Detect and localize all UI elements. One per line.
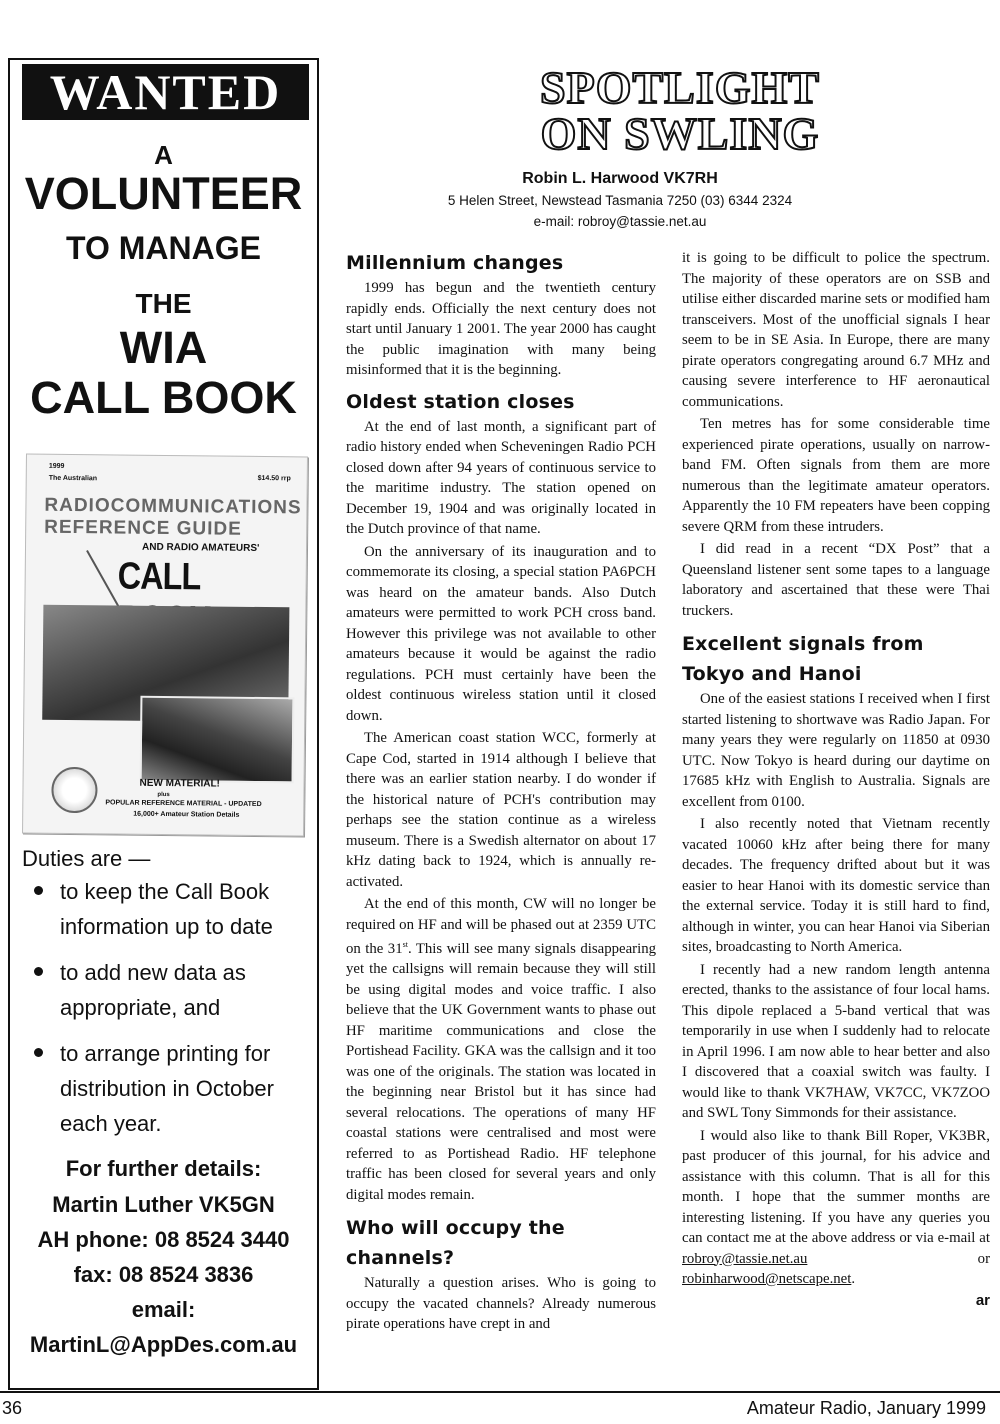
cover-station-details: 16,000+ Amateur Station Details <box>133 810 240 819</box>
duty-text: to arrange printing for distribution in October each year. <box>60 1041 274 1136</box>
volunteer-advertisement <box>8 58 319 1390</box>
email-link-robroy[interactable]: robroy@tassie.net.au <box>682 1250 808 1267</box>
ad-call-book: CALL BOOK <box>30 372 297 423</box>
duty-text: to add new data as appropriate, and <box>60 960 246 1020</box>
footer-divider <box>0 1391 1000 1393</box>
author-email[interactable]: e-mail: robroy@tassie.net.au <box>533 214 707 229</box>
paragraph: I would also like to thank Bill Roper, VK3BR, past producer of this journal, for his advice and assistance with this column. That is all for this month. I hope that the summer months are interesting listening. If you have any queries you can contact me at the above address or via e-mail at robroy@tassie.net.au or robinharwood@netscape.net. <box>682 1127 990 1287</box>
cover-call-book: CALL <box>117 555 201 599</box>
author-address: 5 Helen Street, Newstead Tasmania 7250 (03) 6344 2324 <box>447 193 793 208</box>
ad-a: A <box>154 140 173 170</box>
bullet-icon <box>34 1048 43 1057</box>
heading-excellent-signals: Excellent signals from Tokyo and Hanoi <box>682 633 924 685</box>
fax-number: fax: 08 8524 3836 <box>73 1262 254 1287</box>
duty-text: to keep the Call Book information up to date <box>60 879 273 939</box>
contact-name: Martin Luther VK5GN <box>52 1192 275 1217</box>
bullet-icon <box>34 886 43 895</box>
paragraph: I recently had a new random length antenna erected, thanks to the assistance of four local hams. This dipole replaced a 5-band vertical that was temporarily in use when I suddenly had to relocate in April 1996. I am now able to hear better and also I discovered that a coaxial switch was faulty. I would like to thank VK7HAW, VK7CC, VK7ZOO and SWL Tony Simmonds for their assistance. <box>682 961 990 1121</box>
column-title-line2: ON SWLING <box>540 108 820 159</box>
cover-radiocommunications: RADIOCOMMUNICATIONS <box>44 494 302 519</box>
author-name: Robin L. Harwood VK7RH <box>522 170 718 187</box>
cover-reference-guide: REFERENCE GUIDE <box>44 516 242 540</box>
ad-wia: WIA <box>119 322 208 373</box>
end-mark: ar <box>975 1291 990 1309</box>
cover-year: 1999 <box>48 462 65 470</box>
radio-equipment-photo <box>140 696 295 784</box>
ad-volunteer: VOLUNTEER <box>24 168 303 219</box>
cover-popular-reference: POPULAR REFERENCE MATERIAL - UPDATED <box>105 799 262 809</box>
email-link-robinharwood[interactable]: robinharwood@netscape.net <box>682 1271 852 1287</box>
cover-plus: plus <box>157 791 170 799</box>
paragraph: I also recently noted that Vietnam recently vacated 10060 kHz after being there for many decades. The frequency drifted about but it was easier to hear Hanoi with its domestic service than the external service. Today it is still hard to find, although in winter, you can hear Hanoi via Siberian sites, broadcasting to North America. <box>682 816 990 955</box>
paragraph: One of the easiest stations I received when I first started listening to shortwave was Radio Japan. For many years they were regularly on 11850 at 0930 UTC. Now Tokyo is heard during our daytime on 17685 kHz with English to Australia. Signals are excellent from 0100. <box>682 691 990 810</box>
wanted-banner: WANTED <box>22 64 309 120</box>
page-number: 36 <box>2 1398 23 1418</box>
ad-the: THE <box>135 288 192 319</box>
paragraph: At the end of last month, a significant part of radio history ended when Scheveningen Radio PCH closed down after 94 years of continuous service to the maritime industry. The station opened on December 19, 1904 and was originally located in the Dutch province of that name. <box>346 418 656 537</box>
paragraph: Ten metres has for some considerable time experienced pirate operations, usually on narrow-band FM. Often signals from them are more numerous than the legitimate amateur operators. Apparently the 10 FM repeaters have been copping severe QRM from these intruders. <box>682 416 990 535</box>
paragraph: On the anniversary of its inauguration and to commemorate its closing, a special station PA6PCH was heard on the amateur bands. Also Dutch amateurs were permitted to work PCH cross band. However this privilege was not available to other amateurs because it would be against the radio regulations. PCH must certainly have been the oldest continuous wireless station until it closed down. <box>346 543 656 724</box>
cover-and-radio-amateurs: AND RADIO AMATEURS' <box>141 541 260 554</box>
publication-footer: Amateur Radio, January 1999 <box>746 1398 986 1418</box>
article-column-right <box>682 248 990 1309</box>
heading-oldest-station: Oldest station closes <box>346 390 575 413</box>
paragraph: 1999 has begun and the twentieth century rapidly ends. Officially the next century does not start until January 1 2001. The year 2000 has caught the public imagination with many being misinformed that it is the beginning. <box>346 280 656 378</box>
cover-publisher: The Australian <box>48 474 98 483</box>
contact-email-link[interactable]: MartinL@AppDes.com.au <box>29 1332 298 1357</box>
call-book-cover-image <box>22 454 308 837</box>
paragraph: it is going to be difficult to police the spectrum. The majority of these operators are on SSB and utilise either discarded marine sets or modified ham transceivers. Most of the unofficial signals I hear seem to be in SE Asia. In Europe, there are many pirate operators congregating around 6.7 MHz and causing severe interference to HF aeronautical communications. <box>682 250 990 410</box>
heading-who-will-occupy: Who will occupy the channels? <box>346 1217 565 1270</box>
ad-to-manage: TO MANAGE <box>66 230 261 266</box>
column-title-line1: SPOTLIGHT <box>540 62 820 113</box>
email-label: email: <box>131 1297 196 1322</box>
heading-millennium: Millennium changes <box>346 252 564 274</box>
bullet-icon <box>34 967 43 976</box>
ah-phone: AH phone: 08 8524 3440 <box>37 1227 290 1252</box>
cover-new-material: NEW MATERIAL! <box>139 777 220 790</box>
duties-title: Duties are — <box>22 846 151 871</box>
further-details: For further details: <box>65 1156 262 1181</box>
wia-logo-icon <box>51 767 97 813</box>
paragraph: The American coast station WCC, formerly at Cape Cod, started in 1914 although I believe that there was an earlier station nearby. I do wonder if the historical nature of PCH's contribution may perhaps see the station continue as a wireless museum. There is a Swedish alternator on about 17 kHz dating back to 1924, which is annually re-activated. <box>346 730 656 890</box>
paragraph: I did read in a recent “DX Post” that a Queensland listener sent some tapes to a language laboratory and ascertained that these were Thai truckers. <box>682 541 990 619</box>
article-column-left <box>346 248 656 1337</box>
paragraph: At the end of this month, CW will no longer be required on HF and will be phased out at 2359 UTC on the 31st. This will see many signals disappearing yet the callsigns will remain because they will still be using digital modes and voice traffic. I also believe that the UK Government wants to phase out HF maritime communications and close the Portishead Facility. GKA was the callsign and it too was one of the originals. The station was located in the beginning near Bristol but it has since had several relocations. The operations of many HF coastal stations were centralised and most were referred to as Portishead Radio. HF telephone traffic has been closed for several years and only digital modes remain. <box>346 896 656 1203</box>
paragraph: Naturally a question arises. Who is going to occupy the vacated channels? Already numerous pirate operations have crept in and <box>346 1275 656 1333</box>
cover-price: $14.50 rrp <box>257 474 291 483</box>
